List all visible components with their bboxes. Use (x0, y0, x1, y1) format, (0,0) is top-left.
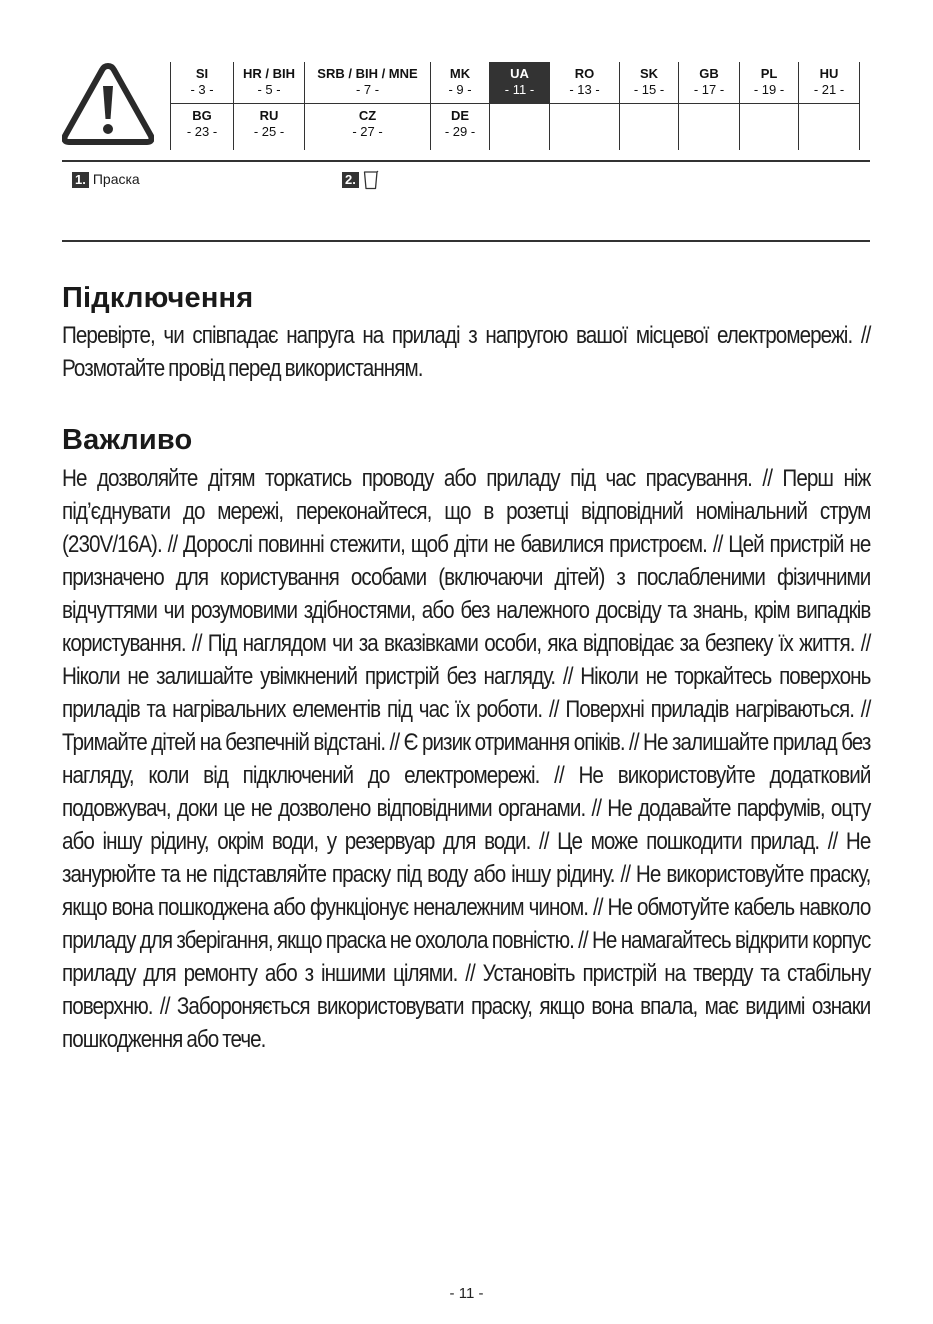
part-number-badge: 2. (342, 172, 359, 188)
lang-cell-pl[interactable]: PL - 19 - (740, 62, 799, 104)
lang-cell-si[interactable]: SI - 3 - (171, 62, 234, 104)
lang-cell-sk[interactable]: SK - 15 - (620, 62, 679, 104)
part-item-iron (72, 170, 140, 188)
lang-cell-empty (490, 104, 550, 151)
language-index-table (170, 62, 860, 150)
top-divider (62, 160, 870, 162)
lang-cell-hr-bih[interactable]: HR / BIH - 5 - (234, 62, 305, 104)
section-heading-connection: Підключення (62, 282, 254, 314)
page-number: - 11 - (449, 1285, 484, 1302)
lang-cell-srb-bih-mne[interactable]: SRB / BIH / MNE - 7 - (305, 62, 431, 104)
part-number-badge: 1. (72, 172, 89, 188)
part-item-cup (342, 170, 379, 188)
lang-cell-ru[interactable]: RU - 25 - (234, 104, 305, 151)
section-divider (62, 240, 870, 242)
lang-cell-ro[interactable]: RO - 13 - (550, 62, 620, 104)
warning-icon (62, 62, 154, 146)
lang-cell-empty (550, 104, 620, 151)
section-text-important: Не дозволяйте дітям торкатись проводу або приладу під час прасування. // Перш ніж під’єднувати до мережі, переконайтеся, що в розетці відповідний номінальний струм (230V/16A). // Дорослі повинні стежити, щоб діти не бавилися пристроєм. // Цей пристрій не призначено для користування особами (включаючи дітей) з послабленими фізичними відчуттями чи розумовими здібностями, або без належного досвіду та знань, крім випадків користування. // Під наглядом чи за вказівками особи, яка відповідає за безпеку їх життя. // Ніколи не залишайте увімкнений пристрій без нагляду. // Ніколи не торкайтесь поверхонь приладів та нагрівальних елементів під час їх роботи. // Поверхні приладів нагріваються. // Тримайте дітей на безпечній відстані. // Є ризик отримання опіків. // Не залишайте прилад без нагляду, коли від підключений до електромережі. // Не використовуйте додатковий подовжувач, доки це не дозволено відповідними органами. // Не додавайте парфумів, оцту або іншу рідину, окрім води, у резервуар для води. // Це може пошкодити прилад. // Не занурюйте та не підставляйте праску під воду або іншу рідину. // Не використовуйте праску, якщо вона пошкоджена або функціонує неналежним чином. // Не обмотуйте кабель навколо приладу для зберігання, якщо праска не охолола повністю. // Не намагайтесь відкрити корпус приладу для ремонту або з іншими цілями. // Установіть пристрій на тверду та стабільну поверхню. // Забороняється використовувати праску, якщо вона впала, має видимі ознаки пошкодження або тече. (62, 465, 871, 1053)
lang-cell-empty (799, 104, 860, 151)
language-row-1 (171, 62, 860, 104)
part-label: Праска (92, 171, 140, 187)
lang-cell-ua-active[interactable]: UA - 11 - (490, 62, 550, 104)
lang-cell-de[interactable]: DE - 29 - (431, 104, 490, 151)
lang-cell-bg[interactable]: BG - 23 - (171, 104, 234, 151)
section-heading-important: Важливо (62, 424, 193, 456)
lang-cell-cz[interactable]: CZ - 27 - (305, 104, 431, 151)
lang-cell-empty (740, 104, 799, 151)
lang-cell-gb[interactable]: GB - 17 - (679, 62, 740, 104)
lang-cell-empty (679, 104, 740, 151)
lang-cell-mk[interactable]: MK - 9 - (431, 62, 490, 104)
measuring-cup-icon (363, 170, 379, 190)
language-row-2 (171, 104, 860, 151)
lang-cell-empty (620, 104, 679, 151)
lang-cell-hu[interactable]: HU - 21 - (799, 62, 860, 104)
section-text-connection: Перевірте, чи співпадає напруга на приладі з напругою вашої місцевої електромережі. // Розмотайте провід перед використанням. (62, 322, 871, 382)
